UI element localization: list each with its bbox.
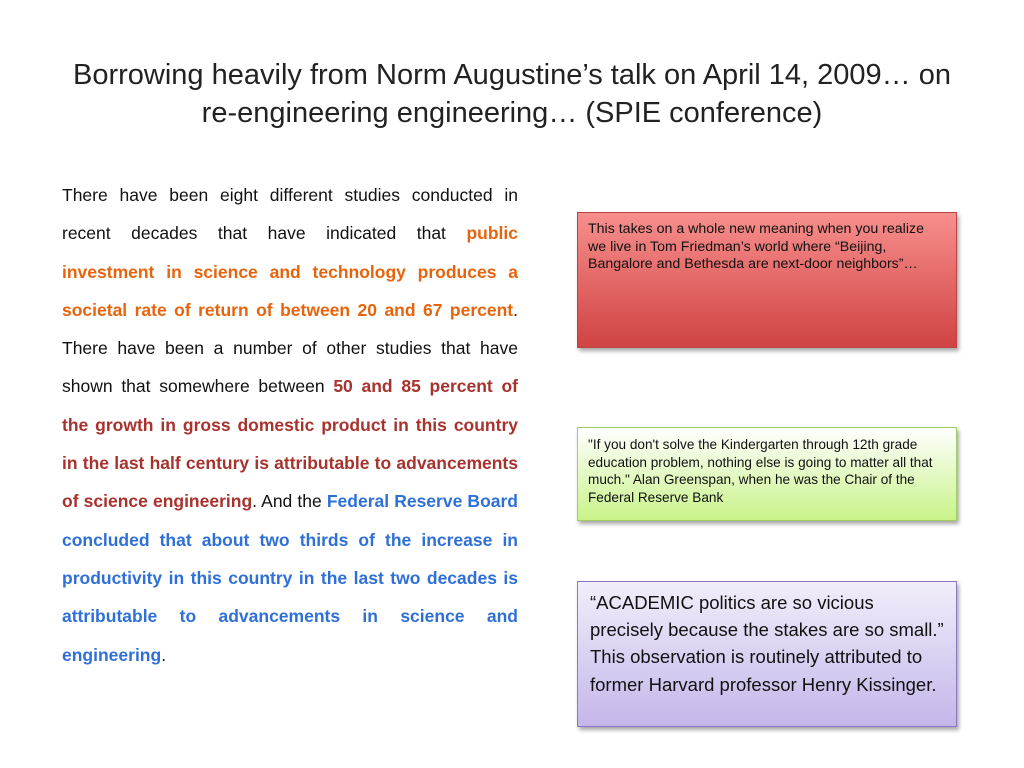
- body-text-part-3: . And the: [252, 491, 327, 512]
- slide-title: Borrowing heavily from Norm Augustine’s talk on April 14, 2009… on re-engineering engineering… (SPIE conference): [73, 59, 951, 129]
- highlight-rate-of-return: public investment in science and technology produces a societal rate of return of between 20 and 67 percent: [62, 223, 518, 320]
- callout-kissinger-quote: “ACADEMIC politics are so vicious precisely because the stakes are so small.” This observation is routinely attributed to former Harvard professor Henry Kissinger.: [577, 581, 957, 727]
- highlight-federal-reserve: Federal Reserve Board concluded that about two thirds of the increase in productivity in this country in the last two decades is attributable to advancements in science and engineering: [62, 491, 518, 665]
- main-body-text: [62, 176, 518, 674]
- callout-friedman: This takes on a whole new meaning when you realize we live in Tom Friedman’s world where “Beijing, Bangalore and Bethesda are next-door neighbors”…: [577, 212, 957, 348]
- body-text-part-1: There have been eight different studies conducted in recent decades that have indicated that: [62, 185, 518, 244]
- callout-greenspan-quote: "If you don't solve the Kindergarten through 12th grade education problem, nothing else is going to matter all that much." Alan Greenspan, when he was the Chair of the Federal Reserve Bank: [577, 427, 957, 521]
- highlight-gdp-growth: 50 and 85 percent of the growth in gross domestic product in this country in the last half century is attributable to advancements of science engineering: [62, 376, 518, 512]
- body-text-part-2: . There have been a number of other studies that have shown that somewhere between: [62, 299, 518, 397]
- body-text-part-4: .: [161, 644, 167, 665]
